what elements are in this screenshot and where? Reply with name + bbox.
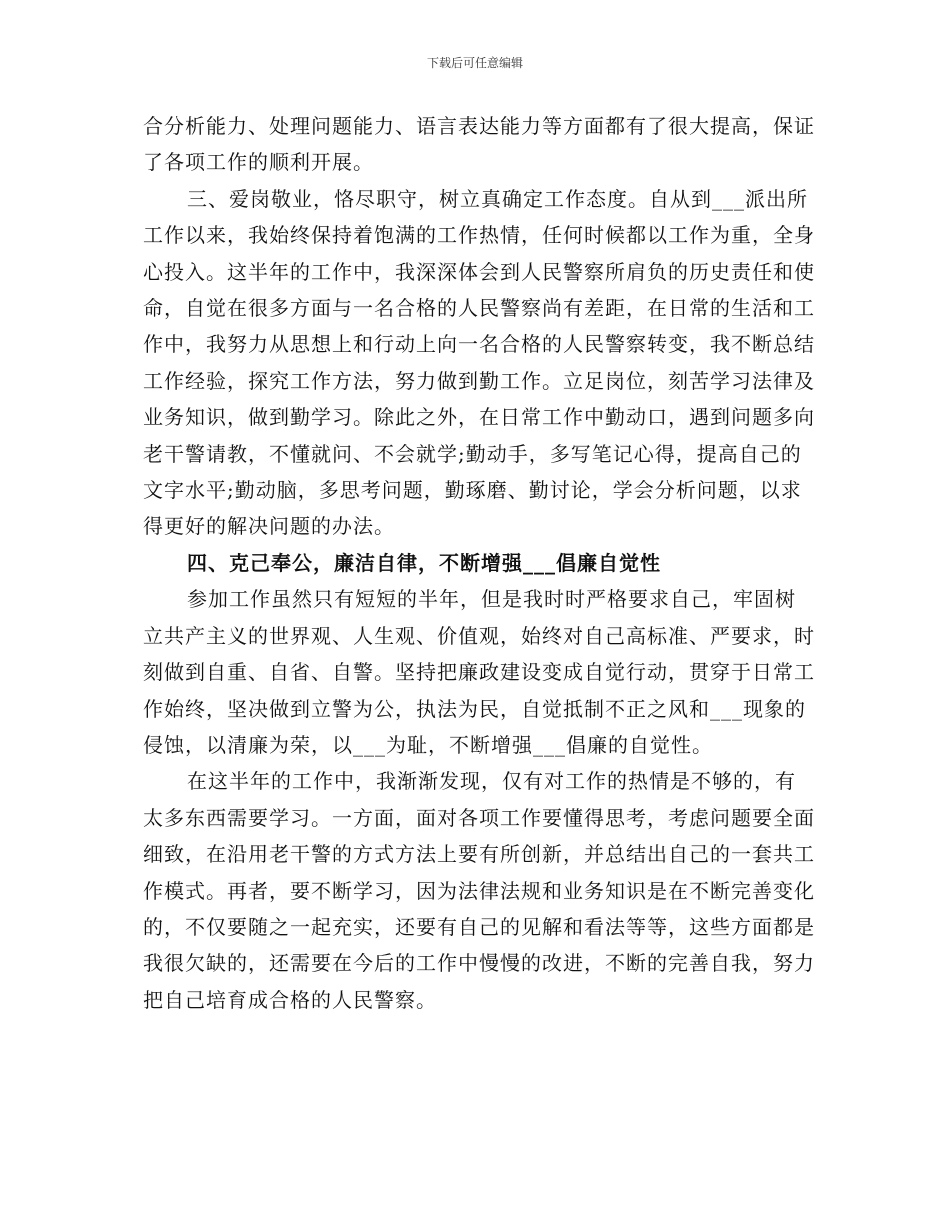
paragraph-section-three: 三、爱岗敬业，恪尽职守，树立真确定工作态度。自从到___派出所工作以来，我始终保持着饱满的工作热情，任何时候都以工作为重，全身心投入。这半年的工作中，我深深体会到人民警察所肩负的历史责任和使命，自觉在很多方面与一名合格的人民警察尚有差距，在日常的生活和工作中，我努力从思想上和行动上向一名合格的人民警察转变，我不断总结工作经验，探究工作方法，努力做到勤工作。立足岗位，刻苦学习法律及业务知识，做到勤学习。除此之外，在日常工作中勤动口，遇到问题多向老干警请教，不懂就问、不会就学;勤动手，多写笔记心得，提高自己的文字水平;勤动脑，多思考问题，勤琢磨、勤讨论，学会分析问题，以求得更好的解决问题的办法。: [143, 186, 815, 539]
paragraph-integrity: 参加工作虽然只有短短的半年，但是我时时严格要求自己，牢固树立共产主义的世界观、人生观、价值观，始终对自己高标准、严要求，时刻做到自重、自省、自警。坚持把廉政建设变成自觉行动，贯穿于日常工作始终，坚决做到立警为公，执法为民，自觉抵制不正之风和___现象的侵蚀，以清廉为荣，以___为耻，不断增强___倡廉的自觉性。: [143, 587, 815, 757]
document-body: [143, 108, 815, 1018]
section-heading-four: 四、克己奉公，廉洁自律，不断增强___倡廉自觉性: [187, 550, 661, 575]
paragraph-continuation: 合分析能力、处理问题能力、语言表达能力等方面都有了很大提高，保证了各项工作的顺利开展。: [143, 114, 815, 175]
paragraph-reflection: 在这半年的工作中，我渐渐发现，仅有对工作的热情是不够的，有太多东西需要学习。一方面，面对各项工作要懂得思考，考虑问题要全面细致，在沿用老干警的方式方法上要有所创新，并总结出自己的一套共工作模式。再者，要不断学习，因为法律法规和业务知识是在不断完善变化的，不仅要随之一起充实，还要有自己的见解和看法等等，这些方面都是我很欠缺的，还需要在今后的工作中慢慢的改进，不断的完善自我，努力把自己培育成合格的人民警察。: [143, 769, 815, 1012]
page-header: 下载后可任意编辑: [426, 56, 523, 70]
